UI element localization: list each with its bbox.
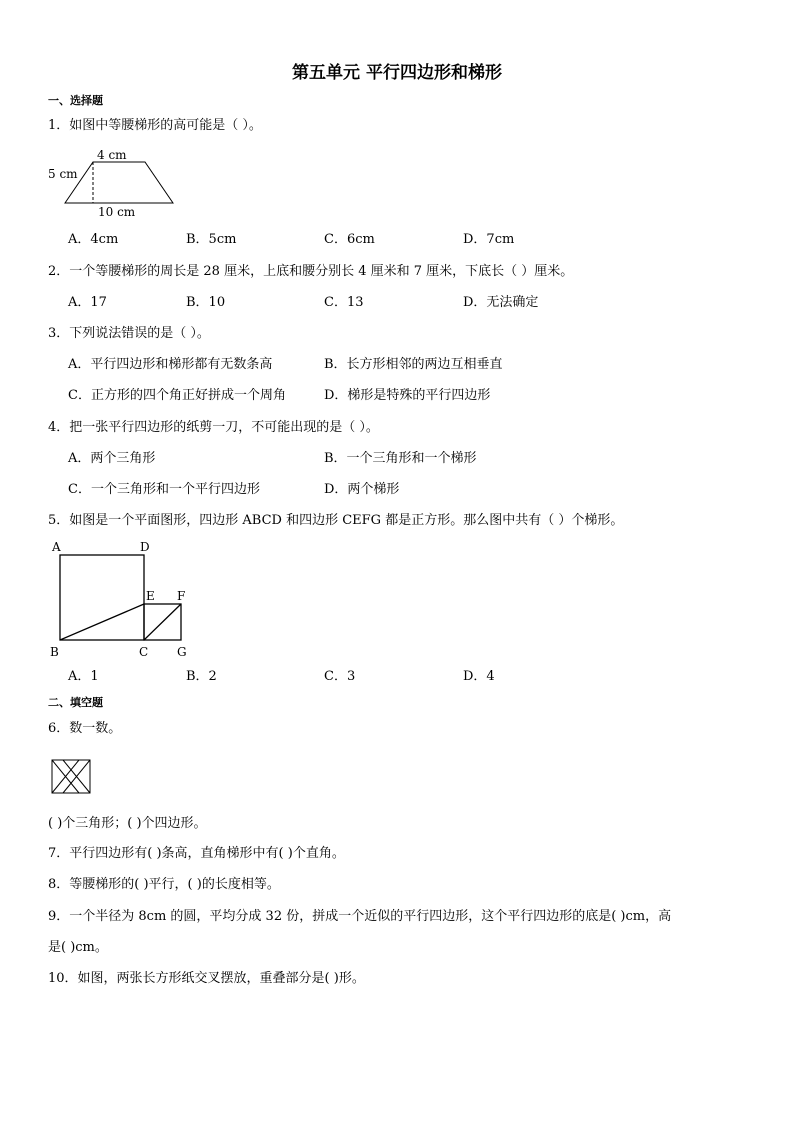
point-c-label: C [139, 645, 149, 659]
question-6-stem: 6．数一数。 [48, 721, 122, 736]
q4-option-a: A．两个三角形 [68, 451, 156, 466]
q2-option-d: D．无法确定 [463, 295, 539, 310]
question-1-stem: 1．如图中等腰梯形的高可能是（ ）。 [48, 118, 262, 133]
point-b-label: B [50, 645, 59, 659]
q2-option-c: C．13 [324, 295, 364, 310]
q3-option-c: C．正方形的四个角正好拼成一个周角 [68, 388, 286, 403]
trapezoid-bottom-label: 10 cm [98, 205, 136, 219]
q1-option-b: B．5cm [186, 232, 237, 247]
q3-option-b: B．长方形相邻的两边互相垂直 [324, 357, 503, 372]
trapezoid-side-label: 5 cm [48, 167, 78, 181]
point-g-label: G [177, 645, 187, 659]
question-3-stem: 3．下列说法错误的是（ ）。 [48, 326, 210, 341]
point-f-label: F [177, 589, 186, 603]
question-4-stem: 4．把一张平行四边形的纸剪一刀，不可能出现的是（ ）。 [48, 420, 379, 435]
question-7: 7．平行四边形有( )条高，直角梯形中有( )个直角。 [48, 846, 345, 861]
question-9-line-2: 是( )cm。 [48, 940, 108, 955]
q2-option-b: B．10 [186, 295, 226, 310]
q5-option-d: D．4 [463, 669, 495, 684]
question-6-answer: ( )个三角形；( )个四边形。 [48, 816, 207, 831]
squares-figure [48, 538, 198, 663]
section-heading-choice: 一、选择题 [48, 94, 103, 107]
question-5-stem: 5．如图是一个平面图形，四边形 ABCD 和四边形 CEFG 都是正方形。那么图中共有（ ）个梯形。 [48, 513, 624, 528]
q5-option-a: A．1 [68, 669, 99, 684]
point-e-label: E [146, 589, 155, 603]
q4-option-b: B．一个三角形和一个梯形 [324, 451, 477, 466]
q2-option-a: A．17 [68, 295, 107, 310]
q1-option-a: A．4cm [68, 232, 119, 247]
point-d-label: D [140, 540, 150, 554]
q4-option-d: D．两个梯形 [324, 482, 400, 497]
question-2-stem: 2．一个等腰梯形的周长是 28 厘米，上底和腰分别长 4 厘米和 7 厘米，下底长（ ）厘米。 [48, 264, 574, 279]
question-9-line-1: 9．一个半径为 8cm 的圆，平均分成 32 份，拼成一个近似的平行四边形，这个平行四边形的底是( )cm，高 [48, 909, 672, 924]
question-8: 8．等腰梯形的( )平行，( )的长度相等。 [48, 877, 280, 892]
trapezoid-top-label: 4 cm [97, 148, 127, 162]
section-heading-fill: 二、填空题 [48, 696, 103, 709]
page-title: 第五单元 平行四边形和梯形 [292, 63, 502, 83]
point-a-label: A [52, 540, 61, 554]
q1-option-c: C．6cm [324, 232, 375, 247]
trapezoid-figure [40, 146, 180, 221]
q5-option-b: B．2 [186, 669, 217, 684]
hourglass-figure [50, 758, 95, 796]
q4-option-c: C．一个三角形和一个平行四边形 [68, 482, 260, 497]
question-10: 10．如图，两张长方形纸交叉摆放，重叠部分是( )形。 [48, 971, 365, 986]
q5-option-c: C．3 [324, 669, 356, 684]
q1-option-d: D．7cm [463, 232, 515, 247]
q3-option-a: A．平行四边形和梯形都有无数条高 [68, 357, 273, 372]
q3-option-d: D．梯形是特殊的平行四边形 [324, 388, 491, 403]
